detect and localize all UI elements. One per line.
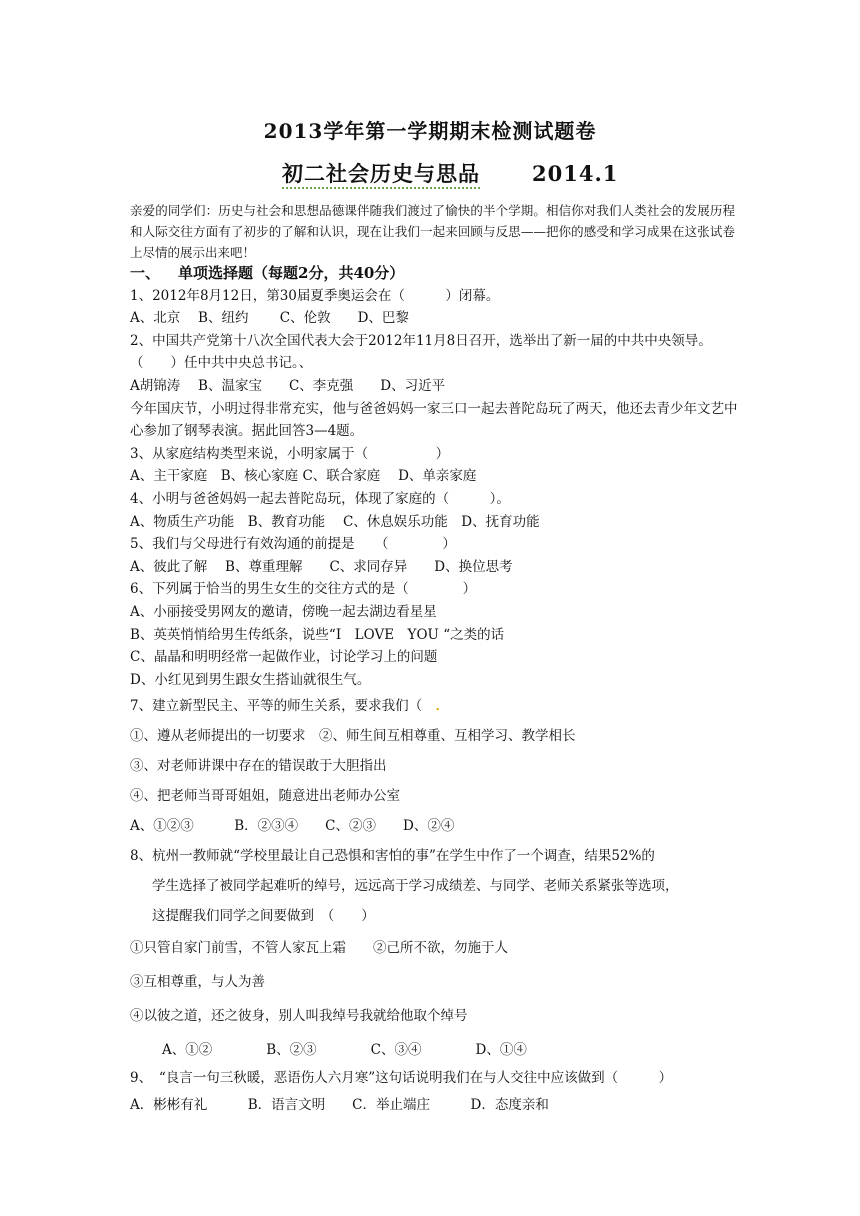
section-number: 一、 [130,264,161,282]
question-7-mark: ． [435,698,450,715]
question-1-stem: 1、2012年8月12日，第30届夏季奥运会在（ ）闭幕。 [130,287,500,304]
question-8-stem-line-2: 学生选择了被同学起难听的绰号，远远高于学习成绩差、与同学、老师关系紧张等选项， [152,878,679,895]
exam-date: 2014.1 [532,161,619,186]
question-8-stem-line-3: 这提醒我们同学之间要做到 （ ） [152,908,375,925]
question-8-statement-4: ④以彼之道，还之彼身，别人叫我绰号我就给他取个绰号 [130,1008,468,1025]
question-6-option-b: B、英英悄悄给男生传纸条，说些“I LOVE YOU “之类的话 [130,626,505,643]
question-3-stem: 3、从家庭结构类型来说，小明家属于（ ） [130,445,450,462]
question-2-options: A胡锦涛 B、温家宝 C、李克强 D、习近平 [130,377,446,394]
question-6-option-d: D、小红见到男生跟女生搭讪就很生气。 [130,671,371,688]
question-6-stem: 6、下列属于恰当的男生女生的交往方式的是（ ） [130,581,477,598]
section-title: 单项选择题（每题2分，共40分） [178,264,405,282]
question-6-option-a: A、小丽接受男网友的邀请，傍晚一起去湖边看星星 [130,603,437,620]
question-5-stem: 5、我们与父母进行有效沟通的前提是 （ ） [130,536,456,553]
question-8-statement-1-2: ①只管自家门前雪，不管人家瓦上霜 ②己所不欲，勿施于人 [130,940,508,957]
reading-material: 今年国庆节，小明过得非常充实，他与爸爸妈妈一家三口一起去普陀岛玩了两天，他还去青少年文艺中心参加了钢琴表演。据此回答3—4题。 [130,400,738,440]
questions [130,262,740,1120]
question-8-stem: 8、杭州一教师就“学校里最让自己恐惧和害怕的事”在学生中作了一个调查，结果52%的 [130,848,655,865]
question-1-options: A、北京 B、纽约 C、伦敦 D、巴黎 [130,310,409,327]
question-3-options: A、主干家庭 B、核心家庭 C、联合家庭 D、单亲家庭 [130,468,477,485]
question-7-stem-text: 7、建立新型民主、平等的师生关系，要求我们（ [130,698,436,715]
subject-name: 初二社会历史与思品 [282,161,480,189]
question-9-stem: 9、 “良言一句三秋暖，恶语伤人六月寒”这句话说明我们在与人交往中应该做到（ ） [130,1070,673,1087]
exam-title: 2013学年第一学期期末检测试题卷 [263,119,597,143]
question-7-options: A、①②③ B．②③④ C、②③ D、②④ [130,818,455,835]
question-4-stem: 4、小明与爸爸妈妈一起去普陀岛玩，体现了家庭的（ ）。 [130,490,510,507]
question-2-stem: 2、中国共产党第十八次全国代表大会于2012年11月8日召开，选举出了新一届的中共中央领导。（ ）任中共中央总书记。、 [130,332,712,372]
question-7-statement-1-2: ①、遵从老师提出的一切要求 ②、师生间互相尊重、互相学习、教学相长 [130,728,576,745]
question-7-statement-3: ③、对老师讲课中存在的错误敢于大胆指出 [130,758,387,775]
question-9-options: A．彬彬有礼 B．语言文明 C．举止端庄 D．态度亲和 [130,1096,549,1113]
question-7-statement-4: ④、把老师当哥哥姐姐，随意进出老师办公室 [130,788,400,805]
question-6-option-c: C、晶晶和明明经常一起做作业，讨论学习上的问题 [130,649,438,666]
intro-paragraph: 亲爱的同学们：历史与社会和思想品德课伴随我们渡过了愉快的半个学期。相信你对我们人类社会的发展历程和人际交往方面有了初步的了解和认识，现在让我们一起来回顾与反思——把你的感受和学习成果在这张试卷上尽情的展示出来吧！ [130,203,735,260]
exam-subtitle [282,158,618,188]
question-5-options: A、彼此了解 B、尊重理解 C、求同存异 D、换位思考 [130,558,513,575]
question-4-options: A、物质生产功能 B、教育功能 C、休息娱乐功能 D、抚育功能 [130,513,540,530]
question-7-stem [130,691,740,721]
question-8-options: A、①② B、②③ C、③④ D、①④ [162,1042,527,1059]
question-8-statement-3: ③互相尊重，与人为善 [130,974,265,991]
section-heading [130,262,740,285]
